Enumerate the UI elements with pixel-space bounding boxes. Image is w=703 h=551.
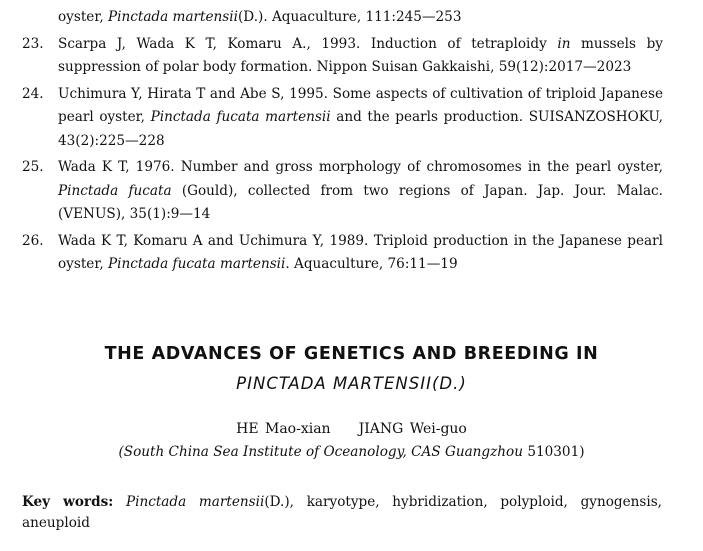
reference-text: . Aquaculture, 76:11—19 (285, 256, 458, 272)
reference-italic-text: Pinctada fucata martensii (150, 109, 331, 125)
affiliation (0, 444, 703, 460)
reference-number: 24. (22, 85, 44, 102)
reference-number: 23. (22, 35, 44, 52)
reference-text: (Gould), collected from two regions of Japan. Jap. Jour. Malac. (VENUS), 35(1):9—14 (58, 182, 663, 222)
reference-text: Wada K T, 1976. Number and gross morphology of chromosomes in the pearl oyster, (58, 159, 663, 175)
reference-text: Scarpa J, Wada K T, Komaru A., 1993. Induction of tetraploidy (58, 35, 558, 52)
author-name: JIANG Wei-guo (358, 421, 467, 437)
paper-title-line2 (0, 374, 703, 393)
reference-item (0, 83, 703, 154)
paper-title-species: PINCTADA MARTENSII(D.) (236, 374, 467, 393)
keywords-label: Key words: (22, 494, 114, 510)
reference-text: Uchimura Y, Hirata T and Abe S, 1995. Some aspects of cultivation of triploid Japanese pearl oyster, (58, 85, 663, 125)
paper-title-line1: THE ADVANCES OF GENETICS AND BREEDING IN (104, 344, 599, 364)
reference-item (0, 33, 703, 80)
reference-number: 26. (22, 232, 44, 249)
reference-text: oyster, (58, 9, 108, 25)
affiliation-institute: (South China Sea Institute of Oceanology, CAS Guangzhou (118, 444, 523, 460)
reference-italic-text: Pinctada fucata (58, 182, 172, 199)
reference-item (0, 6, 703, 30)
reference-text: (D.). Aquaculture, 111:245—253 (237, 9, 462, 25)
reference-text: mussels by suppression of polar body formation. Nippon Suisan Gakkaishi, 59(12):2017—2023 (58, 35, 663, 75)
keywords-species: Pinctada martensii (125, 494, 265, 510)
reference-number: 25. (22, 159, 44, 175)
keywords-list: (D.), karyotype, hybridization, polyploid, gynogensis, aneuploid (22, 494, 663, 531)
reference-text: and the pearls production. SUISANZOSHOKU, 43(2):225—228 (58, 109, 663, 149)
reference-italic-text: in (557, 35, 571, 52)
author-line (0, 421, 703, 437)
reference-italic-text: Pinctada martensii (108, 9, 238, 25)
reference-item (0, 156, 703, 227)
reference-text: Wada K T, Komaru A and Uchimura Y, 1989. Triploid production in the Japanese pearl oyster, (58, 232, 663, 272)
author-name: HE Mao-xian (236, 421, 331, 437)
affiliation-postcode: 510301) (523, 444, 585, 460)
reference-list (0, 6, 703, 277)
reference-italic-text: Pinctada fucata martensii (108, 256, 286, 272)
keywords (22, 492, 662, 534)
reference-item (0, 230, 703, 277)
